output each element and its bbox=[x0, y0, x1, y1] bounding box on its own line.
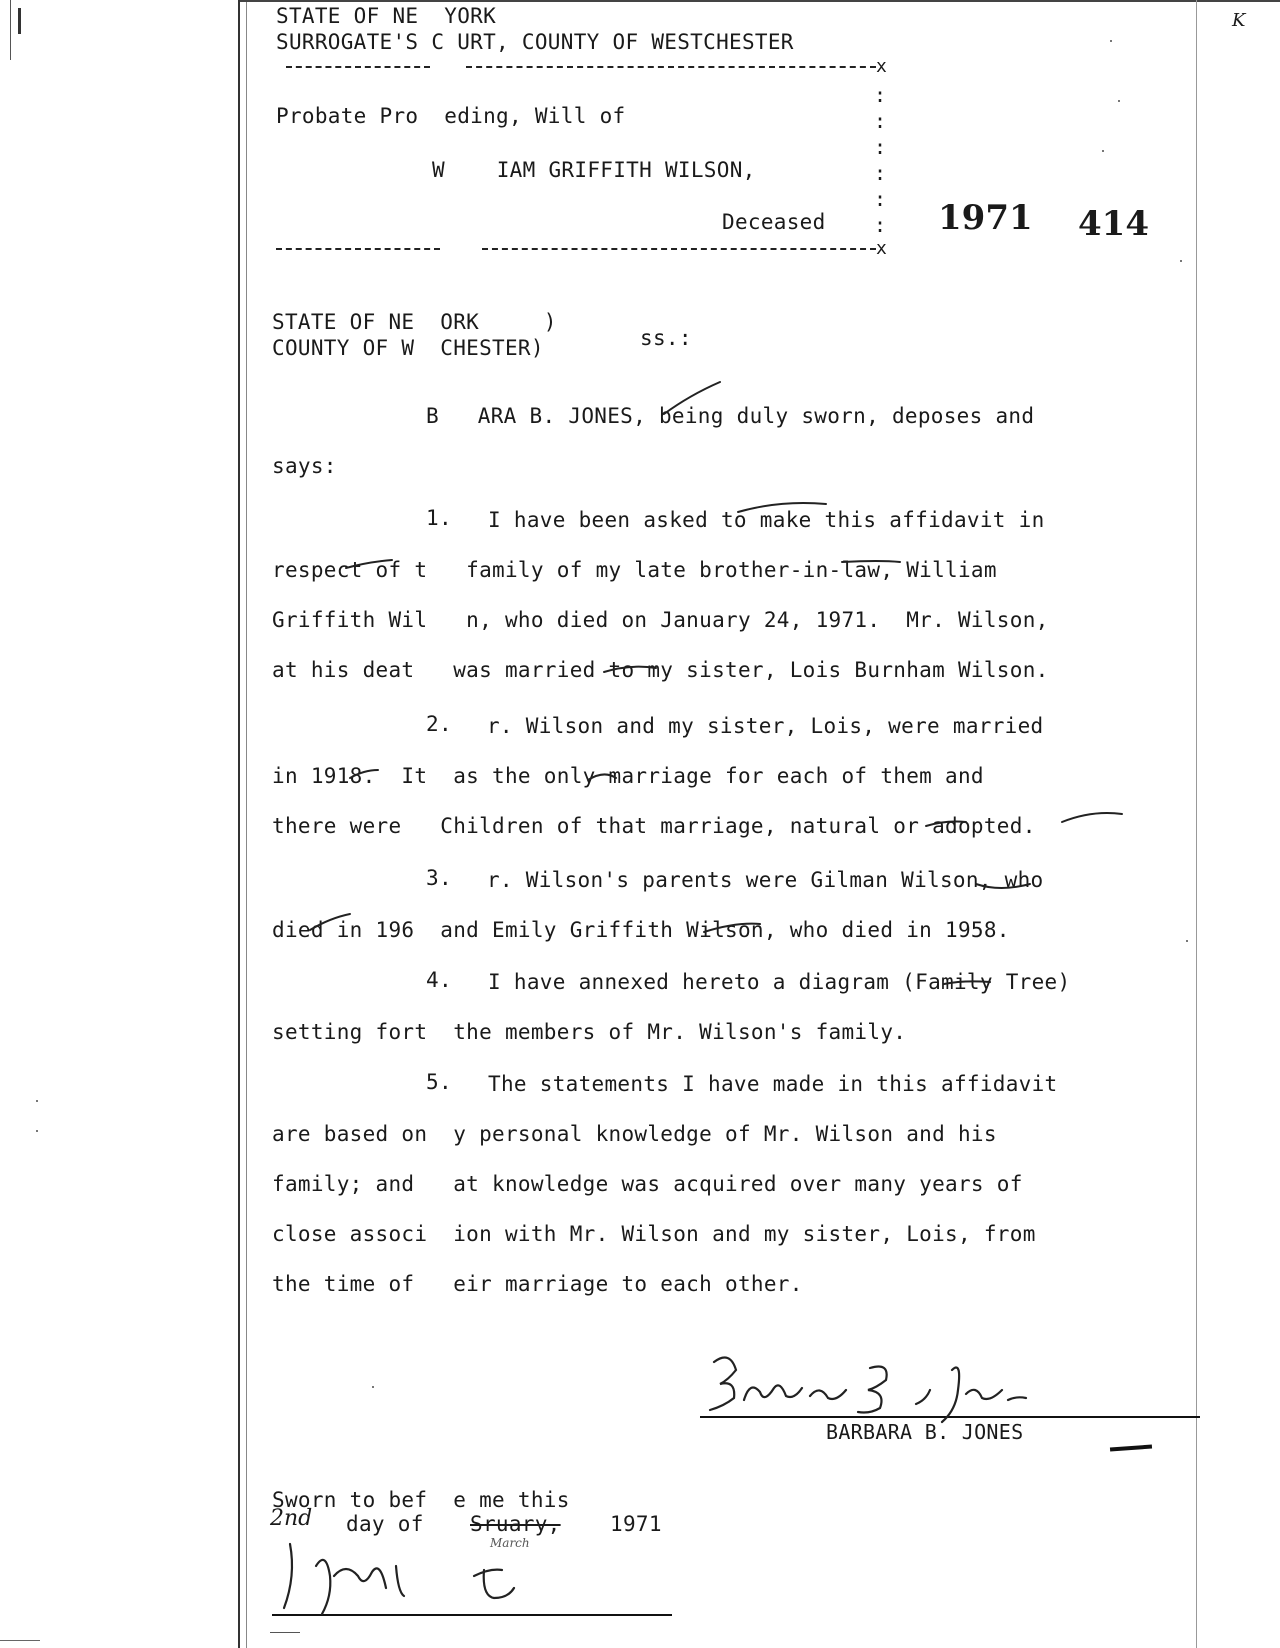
file-number: 414 bbox=[1078, 204, 1149, 244]
paragraph-5-line-5: the time of eir marriage to each other. bbox=[272, 1272, 803, 1296]
court-name-line: SURROGATE'S C URT, COUNTY OF WESTCHESTER bbox=[276, 30, 794, 54]
caption-bottom-x: x bbox=[876, 238, 888, 259]
jurat-inserted-month: March bbox=[490, 1536, 530, 1550]
caption-probate-line: Probate Pro eding, Will of bbox=[276, 104, 626, 128]
jurat-sworn-line: Sworn to bef e me this bbox=[272, 1488, 570, 1512]
caption-decedent-name: W IAM GRIFFITH WILSON, bbox=[432, 158, 756, 182]
corner-mark: K bbox=[1232, 10, 1246, 31]
paragraph-5-line-2: are based on y personal knowledge of Mr. Wilson and his bbox=[272, 1122, 997, 1146]
file-year: 1971 bbox=[938, 198, 1033, 238]
paragraph-4-number: 4. bbox=[426, 968, 452, 992]
jurat-year: 1971 bbox=[610, 1512, 662, 1536]
scan-speck bbox=[1102, 150, 1104, 152]
court-state-line: STATE OF NE YORK bbox=[276, 4, 497, 28]
paragraph-5-number: 5. bbox=[426, 1070, 452, 1094]
caption-colon-5: : bbox=[874, 187, 887, 211]
paragraph-5-line-4: close associ ion with Mr. Wilson and my sister, Lois, from bbox=[272, 1222, 1036, 1246]
paragraph-3-line-2: died in 196 and Emily Griffith Wilson, who died in 1958. bbox=[272, 918, 1010, 942]
paragraph-2-line-1: r. Wilson and my sister, Lois, were married bbox=[474, 714, 1044, 738]
notary-signature-image bbox=[270, 1536, 570, 1626]
affiant-printed-name: BARBARA B. JONES bbox=[826, 1420, 1024, 1444]
paragraph-4-line-2: setting fort the members of Mr. Wilson's family. bbox=[272, 1020, 907, 1044]
notary-small-mark bbox=[270, 1632, 300, 1633]
caption-colon-1: : bbox=[874, 83, 887, 107]
paragraph-5-line-1: The statements I have made in this affidavit bbox=[488, 1072, 1058, 1096]
caption-top-x: x bbox=[876, 56, 888, 77]
paragraph-1-number: 1. bbox=[426, 506, 452, 530]
venue-state-line: STATE OF NE ORK ) bbox=[272, 310, 557, 334]
paragraph-3-number: 3. bbox=[426, 866, 452, 890]
scan-speck bbox=[372, 1386, 374, 1388]
scan-speck bbox=[36, 1100, 38, 1102]
jurat-day-of-line: day of bbox=[346, 1512, 463, 1536]
scan-speck bbox=[1118, 100, 1120, 102]
paragraph-1-line-3: Griffith Wil n, who died on January 24, 1971. Mr. Wilson, bbox=[272, 608, 1049, 632]
caption-colon-2: : bbox=[874, 109, 887, 133]
paragraph-2-line-3: there were Children of that marriage, natural or adopted. bbox=[272, 814, 1036, 838]
scan-speck bbox=[1110, 40, 1112, 42]
jurat-day-handwritten: 2nd bbox=[270, 1506, 313, 1531]
paragraph-2-line-2: in 1918. It as the only marriage for each of them and bbox=[272, 764, 984, 788]
caption-deceased-label: Deceased bbox=[722, 210, 826, 234]
affiant-intro-line: B ARA B. JONES, being duly sworn, deposes and bbox=[426, 404, 1035, 428]
scan-speck bbox=[36, 1130, 38, 1132]
paragraph-2-number: 2. bbox=[426, 712, 452, 736]
paragraph-1-line-2: respect of t family of my late brother-in-law, William bbox=[272, 558, 997, 582]
jurat-struck-month: Sruary, bbox=[470, 1512, 561, 1536]
affiant-intro-says: says: bbox=[272, 454, 337, 478]
caption-colon-3: : bbox=[874, 135, 887, 159]
paragraph-5-line-3: family; and at knowledge was acquired over many years of bbox=[272, 1172, 1023, 1196]
scan-speck bbox=[1180, 260, 1182, 262]
paragraph-1-line-4: at his deat was married to my sister, Lois Burnham Wilson. bbox=[272, 658, 1049, 682]
caption-colon-6: : bbox=[874, 213, 887, 237]
caption-colon-4: : bbox=[874, 161, 887, 185]
paragraph-1-line-1: I have been asked to make this affidavit in bbox=[488, 508, 1045, 532]
venue-county-line: COUNTY OF W CHESTER) bbox=[272, 336, 544, 360]
scan-speck bbox=[1186, 940, 1188, 942]
paragraph-3-line-1: r. Wilson's parents were Gilman Wilson, who bbox=[474, 868, 1044, 892]
venue-ss: ss.: bbox=[640, 326, 692, 350]
paragraph-4-line-1: I have annexed hereto a diagram (Family Tree) bbox=[488, 970, 1071, 994]
